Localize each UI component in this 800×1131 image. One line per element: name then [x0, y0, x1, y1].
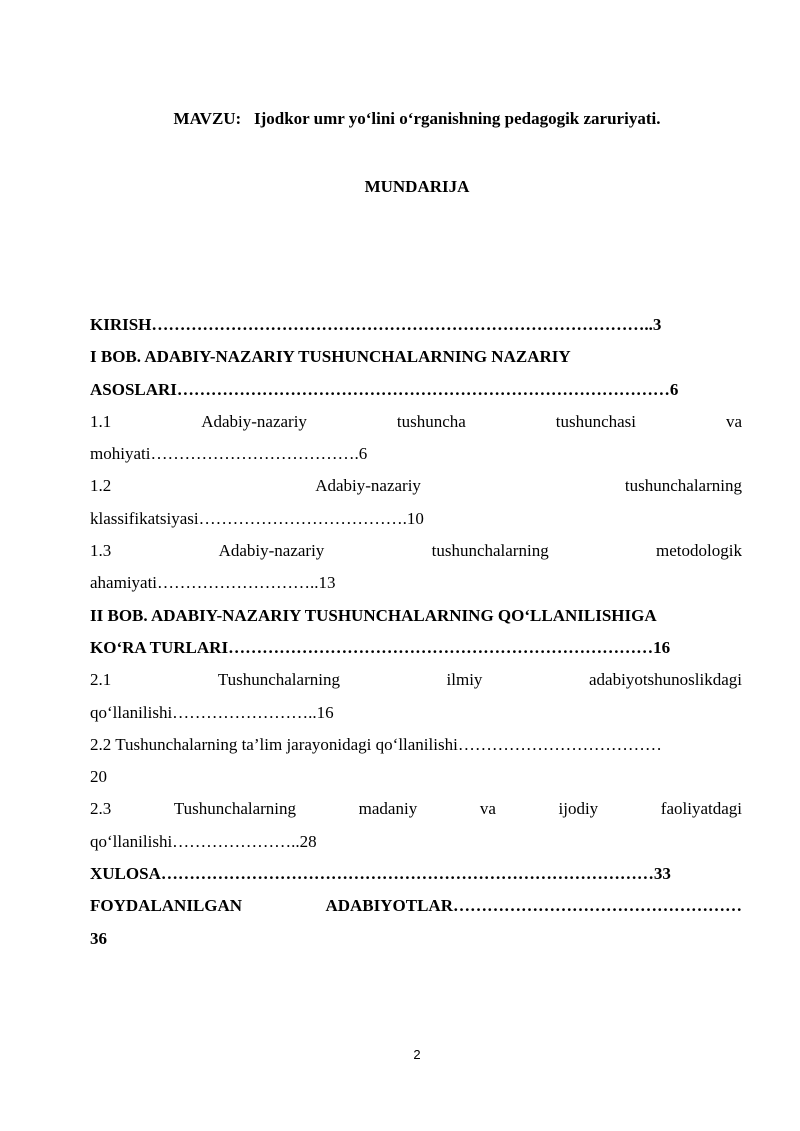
toc-section-2-1-line1	[90, 664, 742, 696]
toc-section-1-1-line1	[90, 406, 742, 438]
toc-chapter2-line1: II BOB. ADABIY-NAZARIY TUSHUNCHALARNING QO‘LLANILISHIGA	[90, 605, 657, 625]
toc-chapter2-line2: KO‘RA TURLARI…………………………………………………………………16	[90, 637, 671, 657]
toc-section-1-1-line2: mohiyati……………………………….6	[90, 444, 368, 464]
toc-word: Tushunchalarning	[173, 799, 297, 819]
toc-word: 1.3	[90, 541, 112, 561]
toc-word: tushunchalarning	[431, 541, 549, 561]
toc-section-1-3-line1	[90, 535, 742, 567]
toc-section-1-3-line2: ahamiyati………………………..13	[90, 573, 336, 593]
toc-word: adabiyotshunoslikdagi	[589, 670, 742, 690]
toc-entry-xulosa: XULOSA……………………………………………………………………………33	[90, 864, 671, 884]
toc-word: metodologik	[656, 541, 742, 561]
toc-word: 1.2	[90, 476, 112, 496]
toc-section-1-2-line2: klassifikatsiyasi……………………………….10	[90, 508, 424, 528]
toc-section-1-2-line1	[90, 470, 742, 502]
toc-word: ilmiy	[446, 670, 483, 690]
toc-entry-references-line1	[90, 890, 742, 922]
toc-section-2-3-line1	[90, 793, 742, 825]
toc-entry-kirish: KIRISH……………………………………………………………………………..3	[90, 315, 662, 334]
toc-word: tushunchasi	[555, 411, 637, 431]
toc-chapter1-line2: ASOSLARI……………………………………………………………………………6	[90, 379, 679, 399]
toc-word: va	[479, 799, 496, 819]
toc-word: tushunchalarning	[624, 476, 742, 496]
document-title: MAVZU: Ijodkor umr yo‘lini o‘rganishning pedagogik zaruriyati.	[173, 109, 661, 128]
toc-word: faoliyatdagi	[660, 799, 742, 819]
toc-word: 2.3	[90, 799, 112, 819]
toc-word: 1.1	[90, 411, 112, 431]
toc-entry-references-line2: 36	[90, 928, 107, 948]
toc-word: Adabiy-nazariy	[201, 411, 307, 431]
toc-heading: MUNDARIJA	[364, 177, 470, 196]
toc-section-2-2-line1: 2.2 Tushunchalarning ta’lim jarayonidagi qo‘llanilishi………………………………	[90, 734, 662, 754]
toc-word: 2.1	[90, 670, 112, 690]
toc-word: va	[725, 411, 742, 431]
toc-word: tushuncha	[396, 411, 466, 431]
toc-section-2-2-line2: 20	[90, 767, 107, 787]
toc-word: madaniy	[358, 799, 418, 819]
toc-word: Adabiy-nazariy	[218, 541, 325, 561]
toc-chapter1-line1: I BOB. ADABIY-NAZARIY TUSHUNCHALARNING NAZARIY	[90, 347, 571, 367]
page-number: 2	[413, 1047, 421, 1062]
toc-section-2-1-line2: qo‘llanilishi……………………..16	[90, 702, 334, 722]
table-of-contents	[90, 309, 742, 955]
toc-word: ijodiy	[558, 799, 599, 819]
toc-word: ADABIYOTLAR……………………………………………	[325, 896, 742, 916]
toc-section-2-3-line2: qo‘llanilishi…………………..28	[90, 831, 317, 851]
toc-word: Adabiy-nazariy	[315, 476, 421, 496]
toc-word: Tushunchalarning	[217, 670, 340, 690]
toc-word: FOYDALANILGAN	[90, 896, 243, 916]
